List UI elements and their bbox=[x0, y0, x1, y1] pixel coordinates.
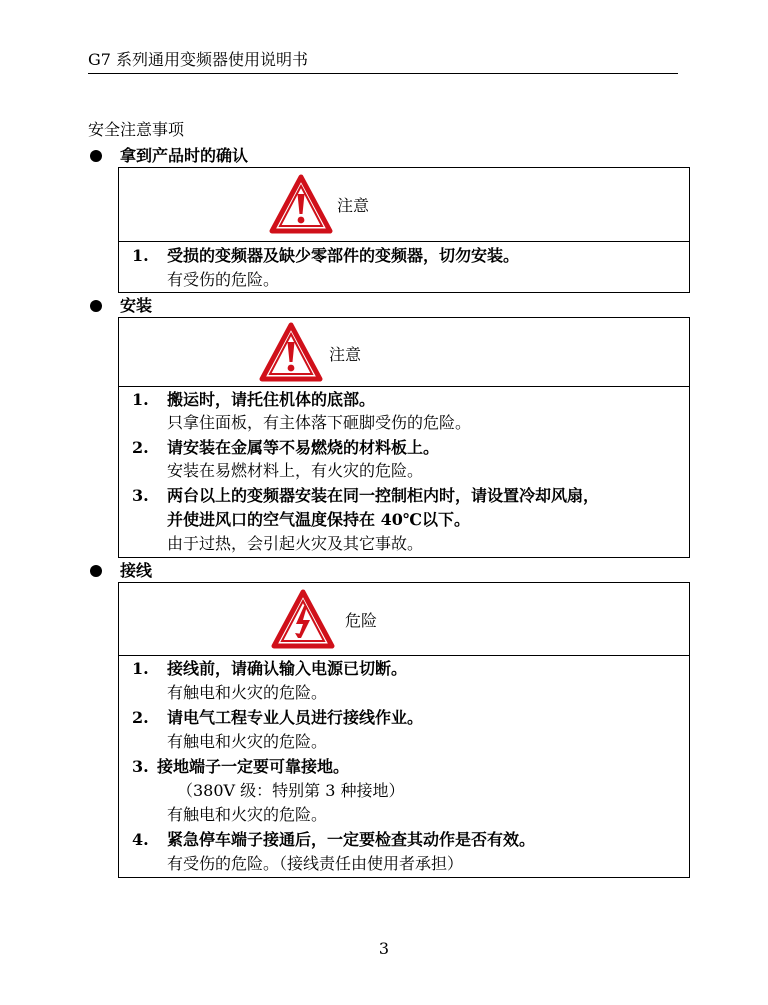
danger-box-wiring bbox=[118, 582, 690, 878]
item-number: 4. bbox=[132, 830, 149, 849]
item-parenthetical: （380V 级：特别第 3 种接地） bbox=[177, 781, 405, 800]
item-number: 2. bbox=[132, 438, 149, 457]
item-note: 由于过热，会引起火灾及其它事故。 bbox=[167, 534, 424, 553]
item-text: 接线前，请确认输入电源已切断。 bbox=[167, 659, 408, 678]
item-number: 1. bbox=[132, 659, 149, 678]
item-text: 接地端子一定要可靠接地。 bbox=[157, 757, 350, 776]
caution-box-installation bbox=[118, 317, 690, 558]
caution-box-receiving bbox=[118, 167, 690, 293]
bullet-title: 拿到产品时的确认 bbox=[120, 146, 249, 165]
page-number: 3 bbox=[378, 939, 390, 958]
document-title: G7 系列通用变频器使用说明书 bbox=[88, 50, 309, 69]
bullet-title: 安装 bbox=[120, 296, 153, 315]
bullet-icon bbox=[90, 150, 102, 162]
item-note: 有受伤的危险。 bbox=[167, 270, 280, 289]
caution-label: 注意 bbox=[329, 345, 362, 364]
box-header bbox=[119, 168, 689, 242]
bullet-icon bbox=[90, 565, 102, 577]
item-text: 请电气工程专业人员进行接线作业。 bbox=[167, 708, 424, 727]
item-note: 有受伤的危险。（接线责任由使用者承担） bbox=[167, 854, 464, 873]
item-text: 搬运时，请托住机体的底部。 bbox=[167, 390, 376, 409]
item-note: 有触电和火灾的危险。 bbox=[167, 732, 328, 751]
item-number: 2. bbox=[132, 708, 149, 727]
item-note: 有触电和火灾的危险。 bbox=[167, 683, 328, 702]
bullet-title: 接线 bbox=[120, 561, 153, 580]
box-header bbox=[119, 583, 689, 656]
item-text: 两台以上的变频器安装在同一控制柜内时，请设置冷却风扇， bbox=[167, 486, 600, 505]
item-number: 1. bbox=[132, 390, 149, 409]
item-text: 受损的变频器及缺少零部件的变频器，切勿安装。 bbox=[167, 246, 520, 265]
item-note: 只拿住面板，有主体落下砸脚受伤的危险。 bbox=[167, 413, 472, 432]
box-header bbox=[119, 318, 689, 387]
electric-shock-warning-icon bbox=[271, 589, 335, 649]
exclamation-warning-icon bbox=[269, 174, 333, 234]
item-note: 安装在易燃材料上，有火灾的危险。 bbox=[167, 461, 424, 480]
exclamation-warning-icon bbox=[259, 322, 323, 382]
document-header bbox=[88, 46, 678, 74]
item-note: 有触电和火灾的危险。 bbox=[167, 805, 328, 824]
item-number: 3. bbox=[132, 757, 149, 776]
caution-label: 注意 bbox=[337, 196, 370, 215]
bullet-icon bbox=[90, 300, 102, 312]
item-text: 请安装在金属等不易燃烧的材料板上。 bbox=[167, 438, 440, 457]
item-text-continued: 并使进风口的空气温度保持在 40℃以下。 bbox=[167, 510, 471, 529]
danger-label: 危险 bbox=[345, 611, 378, 630]
item-text: 紧急停车端子接通后，一定要检查其动作是否有效。 bbox=[167, 830, 536, 849]
section-heading: 安全注意事项 bbox=[88, 120, 185, 139]
item-number: 1. bbox=[132, 246, 149, 265]
item-number: 3. bbox=[132, 486, 149, 505]
